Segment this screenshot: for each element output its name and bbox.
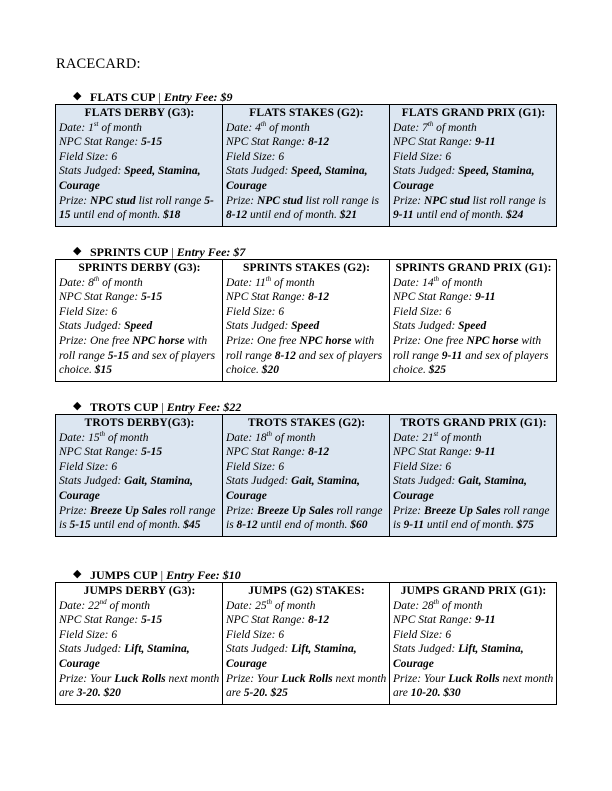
race-date: Date: 15th of month xyxy=(59,429,149,444)
race-cell xyxy=(223,105,390,227)
race-npc-range: NPC Stat Range: 8-12 xyxy=(226,291,330,304)
race-price: $15 xyxy=(94,364,113,377)
race-price: $60 xyxy=(350,519,368,532)
race-stats: Stats Judged: Lift, Stamina, Courage xyxy=(226,643,357,670)
race-title: SPRINTS DERBY (G3): xyxy=(78,262,201,274)
race-prize: Prize: NPC stud list roll range is 9-11 until end of month. $24 xyxy=(393,194,546,222)
race-title: FLATS GRAND PRIX (G1): xyxy=(401,107,546,119)
race-npc-range: NPC Stat Range: 8-12 xyxy=(226,136,330,149)
race-date: Date: 4th of month xyxy=(226,119,310,134)
race-stats: Stats Judged: Speed xyxy=(393,320,487,333)
race-title: JUMPS (G2) STAKES: xyxy=(248,585,365,597)
race-price: $20 xyxy=(261,364,280,377)
race-cell xyxy=(56,105,223,227)
cup-header xyxy=(55,398,556,414)
entry-fee: Entry Fee: $7 xyxy=(176,245,246,259)
race-stats: Stats Judged: Gait, Stamina, Courage xyxy=(393,475,527,502)
race-field-size: Field Size: 6 xyxy=(393,305,452,318)
page-title: RACECARD: xyxy=(56,56,141,72)
race-cell xyxy=(390,105,557,227)
race-stats: Stats Judged: Gait, Stamina, Courage xyxy=(59,475,193,502)
race-npc-range: NPC Stat Range: 5-15 xyxy=(59,136,163,149)
race-price: $75 xyxy=(516,519,534,532)
race-date: Date: 11th of month xyxy=(226,274,315,289)
race-field-size: Field Size: 6 xyxy=(226,150,285,163)
diamond-bullet-icon: ◆ xyxy=(73,90,82,102)
race-date: Date: 21st of month xyxy=(393,429,482,444)
section-flats-cup xyxy=(55,88,556,227)
race-table xyxy=(55,104,557,227)
race-date: Date: 8th of month xyxy=(59,274,143,289)
cup-name: SPRINTS CUP xyxy=(90,245,169,259)
race-cell xyxy=(223,260,390,382)
race-title: SPRINTS GRAND PRIX (G1): xyxy=(395,262,552,274)
race-stats: Stats Judged: Speed, Stamina, Courage xyxy=(59,165,201,192)
race-price: $25 xyxy=(428,364,447,377)
race-cell xyxy=(223,415,390,537)
cup-name: FLATS CUP xyxy=(90,90,156,104)
race-npc-range: NPC Stat Range: 8-12 xyxy=(226,446,330,459)
race-field-size: Field Size: 6 xyxy=(393,150,452,163)
race-prize: Prize: One free NPC horse with roll range 5-15 and sex of players choice. $15 xyxy=(59,334,216,377)
race-field-size: Field Size: 6 xyxy=(226,305,285,318)
race-prize: Prize: Your Luck Rolls next month are 5-20. $25 xyxy=(226,672,387,700)
cup-header xyxy=(55,243,556,259)
race-stats: Stats Judged: Speed, Stamina, Courage xyxy=(393,165,535,192)
race-table xyxy=(55,414,557,537)
race-field-size: Field Size: 6 xyxy=(59,305,118,318)
race-field-size: Field Size: 6 xyxy=(393,460,452,473)
race-npc-range: NPC Stat Range: 9-11 xyxy=(393,136,496,149)
race-prize: Prize: One free NPC horse with roll range 9-11 and sex of players choice. $25 xyxy=(393,334,549,377)
race-table xyxy=(55,582,557,705)
race-date: Date: 22nd of month xyxy=(59,597,151,612)
separator: | xyxy=(161,400,164,414)
section-sprints-cup xyxy=(55,243,556,382)
entry-fee: Entry Fee: $10 xyxy=(166,568,241,582)
race-field-size: Field Size: 6 xyxy=(393,628,452,641)
race-field-size: Field Size: 6 xyxy=(59,150,118,163)
race-prize: Prize: Your Luck Rolls next month are 10-20. $30 xyxy=(393,672,554,700)
race-stats: Stats Judged: Lift, Stamina, Courage xyxy=(393,643,524,670)
race-date: Date: 25th of month xyxy=(226,597,316,612)
cup-header xyxy=(55,88,556,104)
race-npc-range: NPC Stat Range: 5-15 xyxy=(59,614,163,627)
separator: | xyxy=(158,90,161,104)
race-npc-range: NPC Stat Range: 5-15 xyxy=(59,446,163,459)
race-prize: Prize: NPC stud list roll range is 8-12 until end of month. $21 xyxy=(226,194,379,222)
race-date: Date: 14th of month xyxy=(393,274,483,289)
race-price: $45 xyxy=(183,519,201,532)
race-title: JUMPS GRAND PRIX (G1): xyxy=(400,585,547,597)
race-date: Date: 18th of month xyxy=(226,429,316,444)
race-date: Date: 7th of month xyxy=(393,119,477,134)
race-prize: Prize: NPC stud list roll range 5-15 until end of month. $18 xyxy=(59,194,214,222)
race-field-size: Field Size: 6 xyxy=(226,628,285,641)
race-stats: Stats Judged: Speed, Stamina, Courage xyxy=(226,165,368,192)
diamond-bullet-icon: ◆ xyxy=(73,568,82,580)
race-title: JUMPS DERBY (G3): xyxy=(83,585,196,597)
race-price: $20 xyxy=(103,687,121,700)
diamond-bullet-icon: ◆ xyxy=(73,400,82,412)
race-title: TROTS STAKES (G2): xyxy=(247,417,366,429)
race-cell xyxy=(56,583,223,705)
race-prize: Prize: Your Luck Rolls next month are 3-20. $20 xyxy=(59,672,220,700)
race-field-size: Field Size: 6 xyxy=(226,460,285,473)
race-price: $21 xyxy=(339,209,357,222)
race-prize: Prize: One free NPC horse with roll range 8-12 and sex of players choice. $20 xyxy=(226,334,383,377)
race-price: $25 xyxy=(270,687,288,700)
race-date: Date: 1st of month xyxy=(59,119,142,134)
race-npc-range: NPC Stat Range: 9-11 xyxy=(393,614,496,627)
entry-fee: Entry Fee: $9 xyxy=(163,90,233,104)
entry-fee: Entry Fee: $22 xyxy=(166,400,242,414)
race-field-size: Field Size: 6 xyxy=(59,460,118,473)
race-npc-range: NPC Stat Range: 9-11 xyxy=(393,446,496,459)
cup-header xyxy=(55,566,556,582)
diamond-bullet-icon: ◆ xyxy=(73,245,82,257)
race-date: Date: 28th of month xyxy=(393,597,483,612)
race-npc-range: NPC Stat Range: 9-11 xyxy=(393,291,496,304)
race-price: $30 xyxy=(443,687,461,700)
race-npc-range: NPC Stat Range: 8-12 xyxy=(226,614,330,627)
race-npc-range: NPC Stat Range: 5-15 xyxy=(59,291,163,304)
race-stats: Stats Judged: Lift, Stamina, Courage xyxy=(59,643,190,670)
race-title: FLATS STAKES (G2): xyxy=(249,107,364,119)
cup-name: TROTS CUP xyxy=(90,400,159,414)
race-stats: Stats Judged: Gait, Stamina, Courage xyxy=(226,475,360,502)
separator: | xyxy=(171,245,174,259)
race-title: SPRINTS STAKES (G2): xyxy=(242,262,371,274)
race-cell xyxy=(390,260,557,382)
race-price: $18 xyxy=(163,209,181,222)
race-cell xyxy=(223,583,390,705)
race-prize: Prize: Breeze Up Sales roll range is 8-12 until end of month. $60 xyxy=(226,504,383,532)
cup-name: JUMPS CUP xyxy=(90,568,158,582)
race-price: $24 xyxy=(506,209,524,222)
race-table xyxy=(55,259,557,382)
race-cell xyxy=(390,583,557,705)
section-trots-cup xyxy=(55,398,556,537)
race-title: FLATS DERBY (G3): xyxy=(84,107,195,119)
race-prize: Prize: Breeze Up Sales roll range is 9-11 until end of month. $75 xyxy=(393,504,550,532)
race-stats: Stats Judged: Speed xyxy=(59,320,153,333)
race-cell xyxy=(390,415,557,537)
race-cell xyxy=(56,260,223,382)
race-stats: Stats Judged: Speed xyxy=(226,320,320,333)
race-cell xyxy=(56,415,223,537)
race-prize: Prize: Breeze Up Sales roll range is 5-15 until end of month. $45 xyxy=(59,504,216,532)
race-title: TROTS DERBY(G3): xyxy=(84,417,195,429)
race-title: TROTS GRAND PRIX (G1): xyxy=(400,417,547,429)
section-jumps-cup xyxy=(55,566,556,705)
race-field-size: Field Size: 6 xyxy=(59,628,118,641)
separator: | xyxy=(160,568,164,582)
